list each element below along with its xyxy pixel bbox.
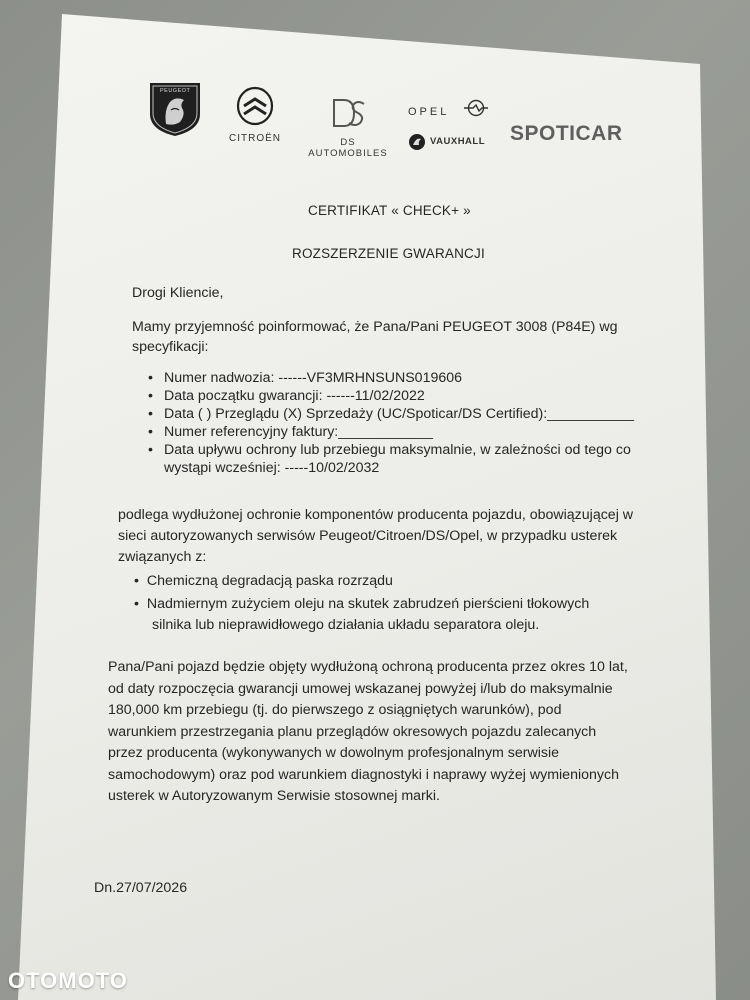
vauxhall-logo-text: VAUXHALL xyxy=(430,136,486,147)
peugeot-logo xyxy=(146,80,204,143)
citroen-chevrons-icon xyxy=(236,86,274,126)
defect-list xyxy=(134,571,589,636)
ds-logo-text: DS AUTOMOBILES xyxy=(308,137,388,159)
defect-item-text: Nadmiernym zużyciem oleju na skutek zabrudzeń pierścieni tłokowych xyxy=(146,596,590,612)
closing-line: Pana/Pani pojazd będzie objęty wydłużoną ochroną producenta przez okres 10 lat, xyxy=(108,659,628,675)
spoticar-logo-text: SPOTICAR xyxy=(510,122,623,145)
opel-blitz-icon xyxy=(464,99,488,117)
spec-item: • Data początku gwarancji: ------11/02/2022 xyxy=(148,387,634,405)
spec-expiry-line-1: Data upływu ochrony lub przebiegu maksymalnie, w zależności od tego co xyxy=(164,442,631,458)
defect-item-continuation: silnika lub nieprawidłowego działania układu separatora oleju. xyxy=(152,617,540,633)
certificate-subtitle: ROZSZERZENIE GWARANCJI xyxy=(292,246,485,261)
closing-paragraph xyxy=(108,657,628,808)
closing-line: przez producenta (wykonywanych w dowolnym profesjonalnym serwisie xyxy=(108,745,560,761)
ds-emblem-icon xyxy=(328,96,368,130)
greeting: Drogi Kliencie, xyxy=(132,285,224,301)
closing-line: usterek w Autoryzowanym Serwisie stosownej marki. xyxy=(108,788,440,804)
defect-item: • Nadmiernym zużyciem oleju na skutek zabrudzeń pierścieni tłokowych xyxy=(134,596,590,612)
intro-line-1: Mamy przyjemność poinformować, że Pana/Pani PEUGEOT 3008 (P84E) wg xyxy=(132,319,618,335)
coverage-line-2: sieci autoryzowanych serwisów Peugeot/Citroen/DS/Opel, w przypadku usterek xyxy=(118,528,618,544)
citroen-logo-text: CITROËN xyxy=(229,133,281,144)
coverage-line-3: związanych z: xyxy=(118,549,207,565)
specification-list xyxy=(148,369,634,477)
spec-expiry-line-2: wystąpi wcześniej: -----10/02/2032 xyxy=(164,460,380,476)
vauxhall-griffin-icon xyxy=(408,133,426,151)
closing-line: warunkiem przestrzegania planu przeglądów okresowych pojazdu zalecanych xyxy=(108,723,597,740)
spec-item: • Data ( ) Przeglądu (X) Sprzedaży (UC/Spoticar/DS Certified):___________ xyxy=(148,405,634,423)
coverage-line-1: podlega wydłużonej ochronie komponentów producenta pojazdu, obowiązującej w xyxy=(118,507,634,523)
brand-logos xyxy=(0,76,750,159)
closing-line: samochodowym) oraz pod warunkiem diagnostyki i naprawy wyżej wymienionych xyxy=(108,766,619,783)
certificate-title: CERTIFIKAT « CHECK+ » xyxy=(308,203,471,218)
spoticar-logo xyxy=(510,122,623,146)
citroen-logo xyxy=(224,86,286,144)
closing-line: 180,000 km przebiegu (tj. do pierwszego z osiągniętych warunków), pod xyxy=(108,702,562,718)
opel-logo-text: OPEL xyxy=(408,106,450,118)
spec-item: • Numer referencyjny faktury:____________ xyxy=(148,423,634,441)
closing-line: od daty rozpoczęcia gwarancji umowej wskazanej powyżej i/lub do maksymalnie xyxy=(108,680,613,697)
spec-item: • Numer nadwozia: ------VF3MRHNSUNS019606 xyxy=(148,369,634,387)
otomoto-watermark: OTOMOTO xyxy=(8,968,128,993)
spec-item-expiry xyxy=(148,441,634,477)
defect-item: • Chemiczną degradacją paska rozrządu xyxy=(134,573,393,589)
ds-logo xyxy=(306,96,390,159)
intro-line-2: specyfikacji: xyxy=(132,339,209,355)
document-date: Dn.27/07/2026 xyxy=(94,880,188,896)
defect-item-text: Chemiczną degradacją paska rozrządu xyxy=(146,573,393,589)
peugeot-logo-text: PEUGEOT xyxy=(160,88,191,94)
opel-logo xyxy=(408,102,492,120)
